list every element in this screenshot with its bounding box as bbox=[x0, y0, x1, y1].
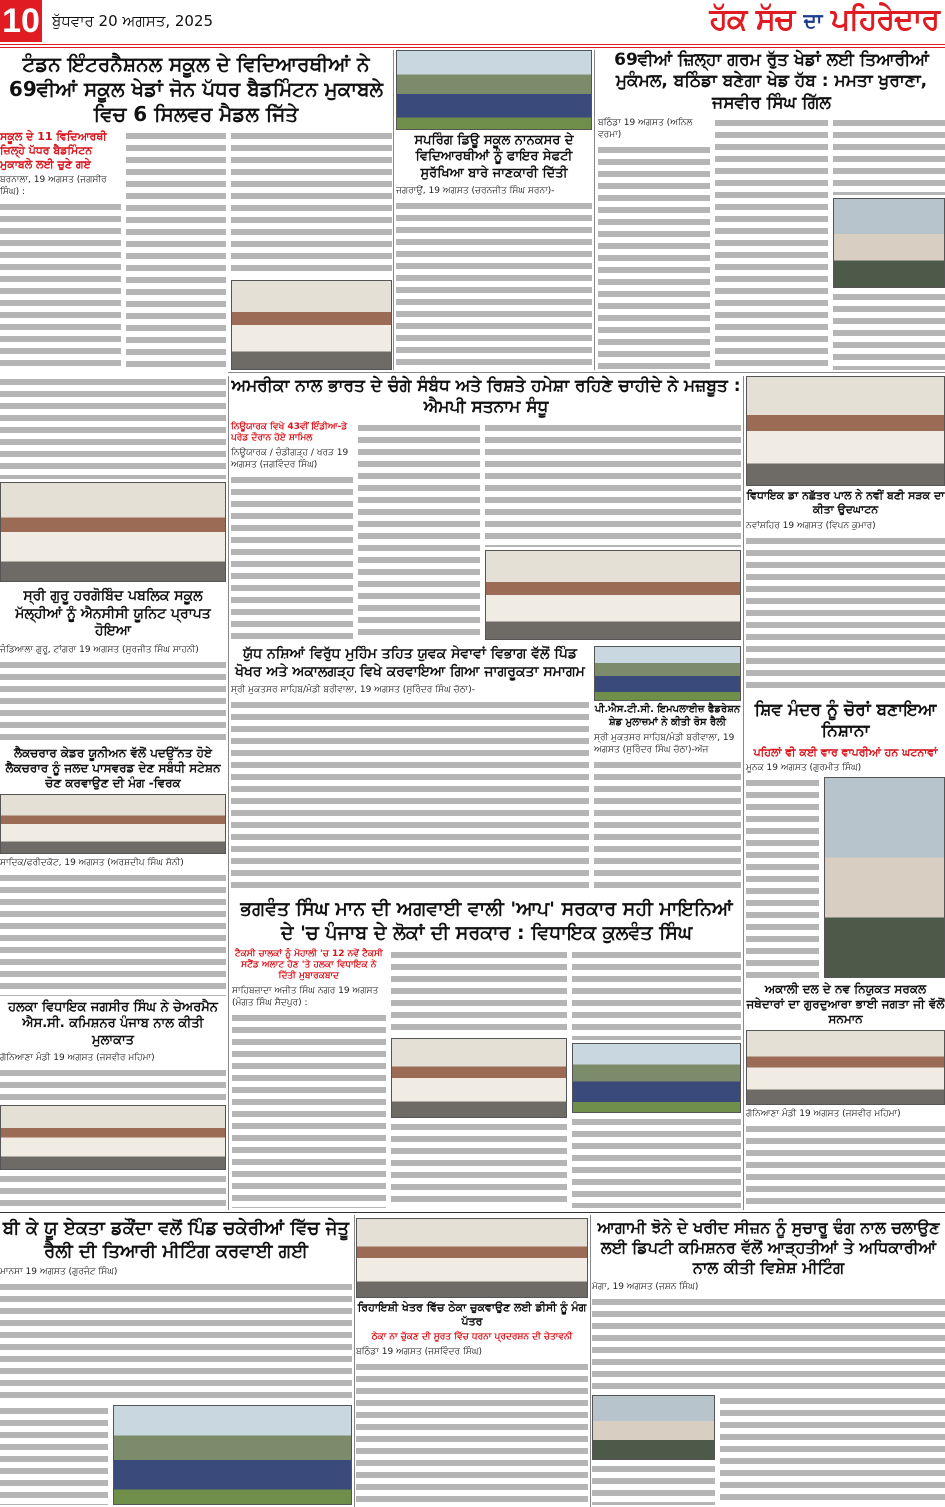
headline: ਸਪਰਿੰਗ ਡਿਊ ਸਕੂਲ ਨਾਨਕਸਰ ਦੇ ਵਿਦਿਆਰਥੀਆਂ ਨੂੰ ਫਾਇਰ ਸੇਫਟੀ ਸੁਰੱਖਿਆ ਬਾਰੇ ਜਾਣਕਾਰੀ ਦਿੱਤੀ bbox=[414, 133, 574, 181]
headline: ਹਲਕਾ ਵਿਧਾਇਕ ਜਗਸੀਰ ਸਿੰਘ ਨੇ ਚੇਅਰਮੈਨ ਐਸ.ਸੀ. ਕਮਿਸ਼ਨਰ ਪੰਜਾਬ ਨਾਲ ਕੀਤੀ ਮੁਲਾਕਾਤ bbox=[8, 1000, 218, 1048]
article-aap-government bbox=[232, 898, 741, 1208]
article-body bbox=[572, 949, 741, 1041]
article-lecturer-union bbox=[0, 746, 226, 996]
news-photo bbox=[833, 198, 945, 288]
column-rule bbox=[590, 1215, 591, 1507]
article-body bbox=[391, 949, 568, 1036]
subheadline: ਨਿਊਯਾਰਕ ਵਿਖੇ 43ਵੀਂ ਇੰਡੀਆ-ਡੇ ਪਰੇਡ ਦੌਰਾਨ ਹੋਏ ਸ਼ਾਮਿਲ bbox=[231, 421, 348, 443]
article-temple-theft bbox=[746, 700, 945, 978]
article-body bbox=[833, 117, 945, 196]
column-rule bbox=[228, 376, 229, 1210]
news-photo bbox=[485, 550, 741, 640]
subheadline: ਪਹਿਲਾਂ ਵੀ ਕਈ ਵਾਰ ਵਾਪਰੀਆਂ ਹਨ ਘਟਨਾਵਾਂ bbox=[753, 745, 938, 759]
article-tandon-school bbox=[0, 52, 392, 370]
dateline: ਨਿਊਯਾਰਕ / ਚੰਡੀਗੜ੍ਹ / ਖਰੜ 19 ਅਗਸਤ (ਜਗਵਿੰਦਰ ਸਿੰਘ) bbox=[231, 448, 349, 470]
article-body bbox=[746, 535, 945, 695]
column-rule bbox=[743, 376, 744, 1210]
headline: ਭਗਵੰਤ ਸਿੰਘ ਮਾਨ ਦੀ ਅਗਵਾਈ ਵਾਲੀ 'ਆਪ' ਸਰਕਾਰ ਸਹੀ ਮਾਇਨਿਆਂ ਦੇ 'ਚ ਪੰਜਾਬ ਦੇ ਲੋਕਾਂ ਦੀ ਸਰਕਾਰ : ਵਿਧਾਇਕ ਕੁਲਵੰਤ ਸਿੰਘ bbox=[240, 898, 733, 944]
dateline: ਬਠਿੰਡਾ 19 ਅਗਸਤ (ਜਸਵਿੰਦਰ ਸਿੰਘ) bbox=[356, 1346, 483, 1357]
article-body bbox=[231, 130, 392, 277]
news-photo bbox=[0, 1105, 226, 1170]
article-body bbox=[598, 144, 710, 370]
article-sc-commission bbox=[0, 1000, 226, 1208]
article-body bbox=[0, 872, 226, 996]
subheadline: ਸਕੂਲ ਦੇ 11 ਵਿਦਿਆਰਥੀ ਜ਼ਿਲ੍ਹੇ ਪੱਧਰ ਬੈਡਮਿੰਟਨ ਮੁਕਾਬਲੇ ਲਈ ਚੁਣੇ ਗਏ bbox=[0, 130, 107, 171]
dateline: ਬਰਨਾਲਾ, 19 ਅਗਸਤ (ਜਗਸੀਰ ਸਿੰਘ) : bbox=[0, 175, 107, 198]
news-photo bbox=[356, 1218, 588, 1298]
article-body bbox=[0, 201, 121, 370]
article-district-games bbox=[598, 50, 945, 370]
article-body bbox=[746, 1123, 945, 1208]
divider bbox=[228, 372, 945, 373]
headline: ਸ੍ਰੀ ਗੁਰੂ ਹਰਗੋਬਿੰਦ ਪਬਲਿਕ ਸਕੂਲ ਮੱਲ੍ਹੀਆਂ ਨੂੰ ਐਨਸੀਸੀ ਯੂਨਿਟ ਪ੍ਰਾਪਤ ਹੋਇਆ bbox=[15, 588, 211, 639]
dateline: ਮੂਨਕ 19 ਅਗਸਤ (ਗੁਰਮੀਤ ਸਿੰਘ) bbox=[746, 763, 862, 774]
article-paddy-procurement bbox=[592, 1218, 945, 1505]
dateline: ਗੋਨਿਆਣਾ ਮੰਡੀ 19 ਅਗਸਤ (ਜਸਵੀਰ ਮਹਿਮਾ) bbox=[746, 1109, 901, 1119]
article-body bbox=[746, 777, 819, 978]
headline: 69ਵੀਆਂ ਜ਼ਿਲ੍ਹਾ ਗਰਮ ਰੁੱਤ ਖੇਡਾਂ ਲਈ ਤਿਆਰੀਆਂ ਮੁਕੰਮਲ, ਬਠਿੰਡਾ ਬਣੇਗਾ ਖੇਡ ਹੱਬ : ਮਮਤਾ ਖੁਰਾਣਾ, ਜਸਵੀਰ ਸਿੰਘ ਗਿੱਲ bbox=[614, 50, 929, 113]
article-body bbox=[715, 117, 827, 370]
news-photo bbox=[572, 1043, 741, 1113]
article-america-relations bbox=[231, 376, 741, 640]
news-photo bbox=[592, 1395, 715, 1460]
news-photo bbox=[0, 482, 226, 582]
dateline: ਗੋਨਿਆਣਾ ਮੰਡੀ 19 ਅਗਸਤ (ਜਸਵੀਰ ਮਹਿਮਾ) bbox=[0, 1052, 155, 1063]
article-drug-awareness bbox=[231, 646, 589, 892]
column-rule bbox=[594, 50, 595, 370]
article-body bbox=[833, 291, 945, 370]
news-photo bbox=[391, 1038, 568, 1118]
article-bku-meeting bbox=[0, 1218, 352, 1505]
column-rule bbox=[354, 1215, 355, 1507]
logo-mid: ਦਾ bbox=[803, 8, 822, 33]
article-body bbox=[0, 1281, 352, 1402]
headline: ਲੈਕਚਰਾਰ ਕੇਡਰ ਯੂਨੀਅਨ ਵੱਲੋਂ ਪਦਉੱਨਤ ਹੋਏ ਲੈਕਚਰਾਰ ਨੂੰ ਜਲਦ ਪਾਸਵਰਡ ਦੇਣ ਸਬੰਧੀ ਸਟੇਸ਼ਨ ਚੋਣ ਕਰਵਾਉਣ ਦੀ ਮੰਗ -ਵਿਰਕ bbox=[5, 746, 221, 790]
article-body bbox=[356, 1361, 588, 1505]
headline: ਪੀ.ਐਸ.ਟੀ.ਸੀ. ਇਮਪਲਾਈਜ਼ ਫੈਡਰੇਸ਼ਨ ਸ਼ੇਡ ਮੁਲਾਜ਼ਮਾਂ ਨੇ ਕੀਤੀ ਰੋਸ ਰੈਲੀ bbox=[594, 704, 741, 728]
headline: ਟੰਡਨ ਇੰਟਰਨੈਸ਼ਨਲ ਸਕੂਲ ਦੇ ਵਿਦਿਆਰਥੀਆਂ ਨੇ 69ਵੀਆਂ ਸਕੂਲ ਖੇਡਾਂ ਜੋਨ ਪੱਧਰ ਬੈਡਮਿੰਟਨ ਮੁਕਾਬਲੇ ਵਿਚ 6 ਸਿਲਵਰ ਮੈਡਲ ਜਿੱਤੇ bbox=[8, 52, 384, 126]
article-liquor-shop bbox=[356, 1218, 588, 1505]
news-photo bbox=[824, 777, 945, 978]
article-ncc-unit bbox=[0, 588, 226, 740]
subheadline: ਠੇਕਾ ਨਾ ਚੁੱਕਣ ਦੀ ਸੂਰਤ ਵਿੱਚ ਧਰਨਾ ਪ੍ਰਦਰਸ਼ਨ ਦੀ ਚੇਤਾਵਨੀ bbox=[371, 1331, 573, 1342]
page-number: 10 bbox=[0, 0, 42, 42]
article-akali-dal bbox=[746, 982, 945, 1208]
headline: ਵਿਧਾਇਕ ਡਾ ਨਛੱਤਰ ਪਾਲ ਨੇ ਨਵੀਂ ਬਣੀ ਸੜਕ ਦਾ ਕੀਤਾ ਉਦਘਾਟਨ bbox=[746, 489, 945, 516]
article-road-inauguration bbox=[746, 376, 945, 694]
divider bbox=[0, 1212, 945, 1213]
article-body bbox=[391, 1121, 568, 1208]
article-body bbox=[592, 1463, 715, 1505]
news-photo bbox=[113, 1405, 352, 1505]
headline: ਅਕਾਲੀ ਦਲ ਦੇ ਨਵ ਨਿਯੁਕਤ ਸਰਕਲ ਜਥੇਦਾਰਾਂ ਦਾ ਗੁਰਦੁਆਰਾ ਭਾਈ ਜਗਤਾ ਜੀ ਵੱਲੋਂ ਸਨਮਾਨ bbox=[746, 982, 945, 1026]
news-photo bbox=[746, 376, 945, 486]
news-photo bbox=[746, 1030, 945, 1105]
headline: ਰਿਹਾਇਸ਼ੀ ਖੇਤਰ ਵਿੱਚ ਠੇਕਾ ਚੁਕਵਾਉਣ ਲਈ ਡੀਸੀ ਨੂੰ ਮੰਗ ਪੱਤਰ bbox=[357, 1301, 587, 1328]
dateline: ਮਾਨਸਾ 19 ਅਗਸਤ (ਗੁਰਜੰਟ ਸਿੰਘ) bbox=[0, 1267, 118, 1277]
header-rule bbox=[0, 44, 945, 48]
article-body bbox=[485, 422, 741, 548]
article-body bbox=[231, 699, 589, 892]
article-body bbox=[126, 130, 227, 370]
issue-date: ਬੁੱਧਵਾਰ 20 ਅਗਸਤ, 2025 bbox=[52, 12, 214, 30]
logo-left: ਹੱਕ ਸੱਚ bbox=[709, 2, 795, 37]
article-spring-dew bbox=[396, 50, 592, 370]
article-body bbox=[0, 1405, 108, 1505]
headline: ਅਮਰੀਕਾ ਨਾਲ ਭਾਰਤ ਦੇ ਚੰਗੇ ਸੰਬੰਧ ਅਤੇ ਰਿਸ਼ਤੇ ਹਮੇਸ਼ਾ ਰਹਿਣੇ ਚਾਹੀਦੇ ਨੇ ਮਜ਼ਬੂਤ : ਐਮਪੀ ਸਤਨਾਮ ਸੰਧੂ bbox=[231, 376, 741, 418]
article-body bbox=[231, 474, 353, 640]
logo-right: ਪਹਿਰੇਦਾਰ bbox=[830, 2, 939, 37]
article-pstc-rally bbox=[594, 646, 741, 892]
dateline: ਬਠਿੰਡਾ 19 ਅਗਸਤ (ਅਨਿਲ ਵਰਮਾ) bbox=[598, 117, 693, 140]
news-photo bbox=[231, 280, 392, 370]
newspaper-logo bbox=[710, 2, 939, 37]
dateline: ਸ੍ਰੀ ਮੁਕਤਸਰ ਸਾਹਿਬ/ਮੰਡੀ ਬਰੀਵਾਲਾ, 19 ਅਗਸਤ (ਸੁਰਿੰਦਰ ਸਿੰਘ ਚੱਠਾ)-ਅੱਜ bbox=[594, 733, 735, 755]
article-body bbox=[720, 1395, 945, 1505]
article-body bbox=[0, 1067, 226, 1102]
headline: ਸ਼ਿਵ ਮੰਦਰ ਨੂੰ ਚੋਰਾਂ ਬਣਾਇਆ ਨਿਸ਼ਾਨਾ bbox=[754, 700, 937, 742]
dateline: ਸਾਦਿਕ/ਫਰੀਦਕੋਟ, 19 ਅਗਸਤ (ਅਰਸ਼ਦੀਪ ਸਿੰਘ ਸੋਨੀ) bbox=[0, 858, 184, 868]
news-photo bbox=[0, 794, 226, 854]
article-body bbox=[594, 759, 741, 892]
dateline: ਜਗਰਾਉਂ, 19 ਅਗਸਤ (ਚਰਨਜੀਤ ਸਿੰਘ ਸਰਨਾ)- bbox=[396, 185, 555, 196]
dateline: ਜੰਡਿਆਲਾ ਗੁਰੂ, ਟਾਂਗਰਾ 19 ਅਗਸਤ (ਸੁਰਜੀਤ ਸਿੰਘ ਸਾਹਨੀ) bbox=[0, 644, 199, 655]
article-body bbox=[572, 1116, 741, 1208]
dateline: ਸਾਹਿਬਜ਼ਾਦਾ ਅਜੀਤ ਸਿੰਘ ਨਗਰ 19 ਅਗਸਤ (ਮੰਗਤ ਸਿੰਘ ਸੈਦਪੁਰ) : bbox=[232, 986, 379, 1009]
article-body bbox=[0, 659, 226, 741]
dateline: ਮੋਗਾ, 19 ਅਗਸਤ (ਜਸ਼ਨ ਸਿੰਘ) bbox=[592, 1282, 699, 1292]
article-body bbox=[0, 376, 226, 479]
dateline: ਸ੍ਰੀ ਮੁਕਤਸਰ ਸਾਹਿਬ/ਮੰਡੀ ਬਰੀਵਾਲਾ, 19 ਅਗਸਤ (ਸੁਰਿੰਦਰ ਸਿੰਘ ਚੱਠਾ)- bbox=[231, 685, 475, 695]
article-tandon-continued bbox=[0, 376, 226, 582]
article-body bbox=[0, 1173, 226, 1208]
article-body bbox=[592, 1296, 945, 1392]
article-body bbox=[396, 200, 592, 370]
dateline: ਨਵਾਂਸ਼ਹਿਰ 19 ਅਗਸਤ (ਵਿਪਨ ਕੁਮਾਰ) bbox=[746, 520, 876, 531]
subheadline: ਟੈਕਸੀ ਚਾਲਕਾਂ ਨੂੰ ਮੋਹਾਲੀ 'ਚ 12 ਨਵੇਂ ਟੈਕਸੀ ਸਟੈਂਡ ਅਲਾਟ ਹੋਣ 'ਤੇ ਹਲਕਾ ਵਿਧਾਇਕ ਨੇ ਦਿੱਤੀ ਮੁਬਾਰਕਬਾਦ bbox=[234, 948, 383, 981]
headline: ਆਗਾਮੀ ਝੋਨੇ ਦੇ ਖਰੀਦ ਸੀਜ਼ਨ ਨੂੰ ਸੁਚਾਰੂ ਢੰਗ ਨਾਲ ਚਲਾਉਣ ਲਈ ਡਿਪਟੀ ਕਮਿਸ਼ਨਰ ਵੱਲੋਂ ਆੜ੍ਹਤੀਆਂ ਤੇ ਅਧਿਕਾਰੀਆਂ ਨਾਲ ਕੀਤੀ ਵਿਸ਼ੇਸ਼ ਮੀਟਿੰਗ bbox=[597, 1218, 940, 1277]
article-body bbox=[232, 1012, 386, 1208]
news-photo bbox=[594, 646, 741, 701]
headline: ਬੀ ਕੇ ਯੂ ਏਕਤਾ ਡਕੌਂਦਾ ਵਲੋਂ ਪਿੰਡ ਚਕੇਰੀਆਂ ਵਿੱਚ ਜੇਤੂ ਰੈਲੀ ਦੀ ਤਿਆਰੀ ਮੀਟਿੰਗ ਕਰਵਾਈ ਗਈ bbox=[2, 1218, 350, 1262]
article-body bbox=[358, 422, 480, 641]
headline: ਯੁੱਧ ਨਸ਼ਿਆਂ ਵਿਰੁੱਧ ਮੁਹਿੰਮ ਤਹਿਤ ਯੁਵਕ ਸੇਵਾਵਾਂ ਵਿਭਾਗ ਵੱਲੋਂ ਪਿੰਡ ਖੋਖਰ ਅਤੇ ਅਕਾਲਗੜ੍ਹ ਵਿਖੇ ਕਰਵਾਇਆ ਗਿਆ ਜਾਗਰੂਕਤਾ ਸਮਾਗਮ bbox=[235, 646, 585, 680]
column-rule bbox=[393, 50, 394, 370]
news-photo bbox=[396, 50, 592, 130]
